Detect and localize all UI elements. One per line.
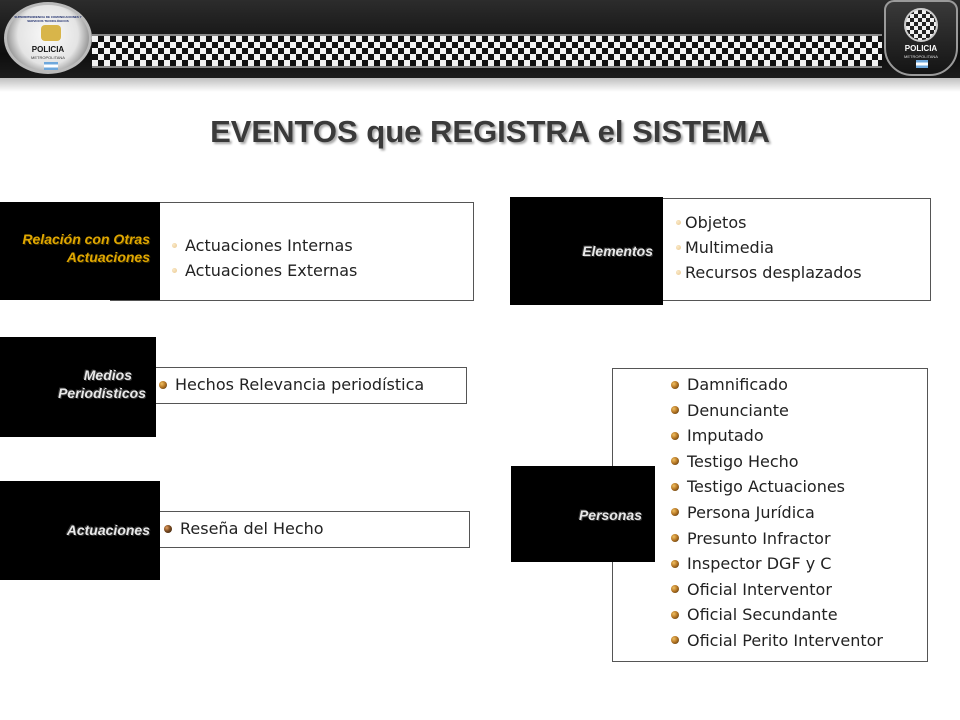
list-item: [671, 503, 883, 529]
list-item: [671, 554, 883, 580]
elementos-label-line1: Elementos: [582, 243, 653, 259]
relacion-label-line1: Relación con Otras: [22, 231, 150, 247]
bullet-icon: [671, 432, 679, 440]
item-text: Oficial Perito Interventor: [687, 630, 883, 650]
bullet-icon: [676, 270, 681, 275]
logo-name: POLICIA: [31, 45, 65, 54]
relacion-label: [0, 230, 150, 266]
list-item: [164, 519, 324, 539]
item-text: Hechos Relevancia periodística: [175, 375, 425, 394]
item-text: Imputado: [687, 426, 764, 446]
personas-list: [671, 375, 883, 657]
list-item: [159, 375, 424, 395]
checkered-stripe: [92, 34, 882, 68]
list-item: [671, 477, 883, 503]
seal-icon: [41, 25, 61, 41]
bullet-icon: [671, 483, 679, 491]
bullet-icon: [671, 457, 679, 465]
actuaciones-label: [0, 521, 150, 539]
item-text: Recursos desplazados: [685, 263, 862, 282]
bullet-icon: [671, 381, 679, 389]
list-item: [172, 261, 357, 281]
item-text: Persona Jurídica: [687, 502, 815, 522]
list-item: [676, 238, 862, 263]
item-text: Oficial Secundante: [687, 605, 838, 625]
bullet-icon: [159, 381, 167, 389]
bullet-icon: [676, 220, 681, 225]
header-shadow: [0, 78, 960, 92]
item-text: Testigo Hecho: [687, 451, 799, 471]
bullet-icon: [676, 245, 681, 250]
list-item: [671, 580, 883, 606]
bullet-icon: [671, 534, 679, 542]
medios-label-line2: Periodísticos: [58, 385, 146, 401]
list-item: [671, 452, 883, 478]
page-title: EVENTOS que REGISTRA el SISTEMA: [210, 114, 770, 149]
logo-ring-text: SUPERINTENDENCIA DE COMUNICACIONES Y SERVICIOS TECNOLÓGICOS: [14, 15, 82, 23]
item-text: Objetos: [685, 213, 747, 232]
list-item: [676, 213, 862, 238]
medios-label: [0, 366, 146, 402]
item-text: Actuaciones Internas: [185, 236, 353, 255]
list-item: [676, 263, 862, 288]
item-text: Presunto Infractor: [687, 528, 831, 548]
list-item: [671, 401, 883, 427]
bullet-icon: [671, 585, 679, 593]
policia-metropolitana-logo: [884, 0, 958, 76]
list-item: [671, 529, 883, 555]
relacion-label-line2: Actuaciones: [66, 249, 150, 265]
bullet-icon: [671, 560, 679, 568]
bullet-icon: [671, 406, 679, 414]
superintendencia-logo: [4, 2, 92, 74]
bullet-icon: [172, 268, 177, 273]
bullet-icon: [671, 508, 679, 516]
actuaciones-label-line1: Actuaciones: [66, 522, 150, 538]
checkered-badge-icon: [904, 8, 938, 42]
medios-label-line1: Medios: [83, 367, 132, 383]
flag-icon: [916, 60, 928, 68]
list-item: [671, 426, 883, 452]
list-item: [671, 605, 883, 631]
item-text: Multimedia: [685, 238, 774, 257]
elementos-list: [676, 213, 862, 288]
logo-name: POLICIA: [904, 44, 938, 53]
item-text: Testigo Actuaciones: [687, 477, 846, 497]
elementos-label: [510, 242, 653, 260]
item-text: Denunciante: [687, 400, 789, 420]
bullet-icon: [164, 525, 172, 533]
personas-label: [511, 506, 642, 524]
bullet-icon: [671, 611, 679, 619]
item-text: Inspector DGF y C: [687, 554, 832, 574]
bullet-icon: [671, 636, 679, 644]
list-item: [172, 236, 353, 256]
personas-label-line1: Personas: [578, 507, 642, 523]
item-text: Oficial Interventor: [687, 579, 832, 599]
item-text: Damnificado: [687, 375, 788, 394]
list-item: [671, 375, 883, 401]
list-item: [671, 631, 883, 657]
item-text: Reseña del Hecho: [180, 519, 324, 538]
logo-sub: METROPOLITANA: [904, 54, 938, 59]
item-text: Actuaciones Externas: [185, 261, 358, 280]
bullet-icon: [172, 243, 177, 248]
logo-sub: METROPOLITANA: [31, 55, 65, 60]
header-band: [0, 0, 960, 78]
flag-icon: [44, 62, 58, 70]
